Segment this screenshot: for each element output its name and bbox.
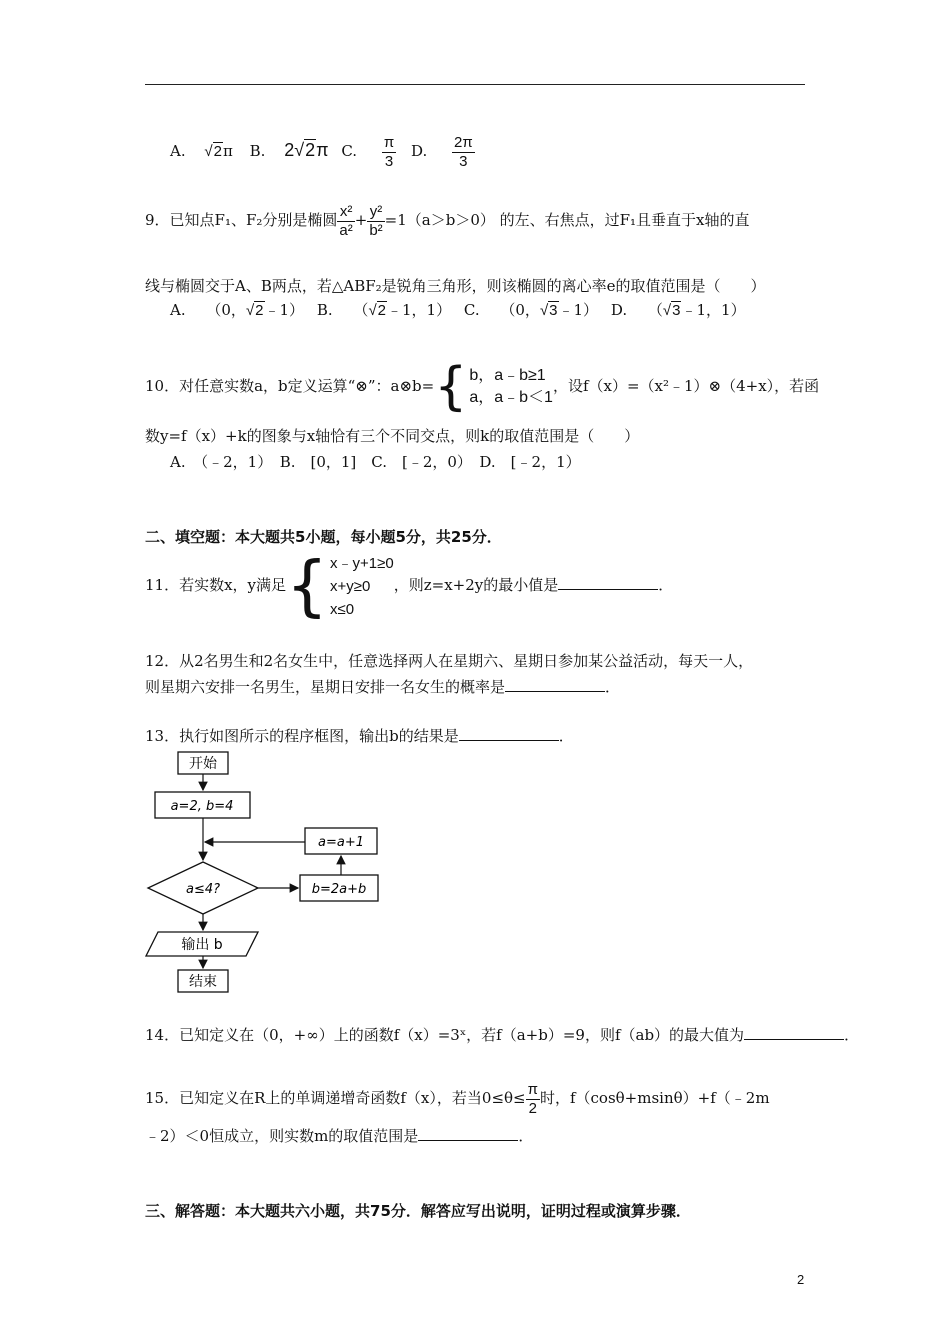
q13-answer-blank[interactable]	[459, 726, 559, 741]
q9-line1: 9．已知点F₁、F₂分别是椭圆 $\frac{\text{x²}}{\text{a²}}$ + $\frac{\text{y²}}{\text{b²}}$ =1（a＞b＞0） 的左、右焦点，过F₁且垂直于x轴的直	[145, 202, 750, 239]
q12-line1: 12．从2名男生和2名女生中，任意选择两人在星期六、星期日参加某公益活动，每天一人，	[145, 652, 754, 670]
section-2-heading: 二、填空题：本大题共5小题，每小题5分，共25分．	[145, 528, 502, 546]
flow-condition-text: a≤4?	[185, 882, 221, 897]
q8-option-c-label: C.	[341, 142, 358, 160]
q8-option-d-label: D.	[410, 142, 428, 160]
q10-line1: 10．对任意实数a，b定义运算“⊗”：a⊗b= { b，a﹣b≥1 a，a﹣b＜1 ，设f（x）=（x²﹣1）⊗（4+x），若函	[145, 357, 820, 417]
q8-option-b-sqrt: 2√2π	[284, 140, 329, 160]
q15-answer-blank[interactable]	[418, 1126, 518, 1141]
page-number: 2	[797, 1272, 805, 1287]
q12-answer-blank[interactable]	[505, 677, 605, 692]
q8-option-a-sqrt: √2	[204, 143, 222, 160]
q8-options	[170, 128, 475, 174]
q8-option-c-frac: $\frac{\pi}{3}$	[383, 133, 395, 170]
flow-init-text: a=2, b=4	[170, 799, 234, 814]
flow-output-text: 输出 b	[181, 937, 223, 953]
q12-line2: 则星期六安排一名男生，星期日安排一名女生的概率是 ．	[145, 678, 621, 696]
q13-flowchart	[140, 748, 390, 998]
q8-option-a-suffix: π	[222, 142, 233, 160]
q8-option-b-label: B.	[249, 142, 266, 160]
flow-update-a-text: a=a+1	[318, 835, 364, 850]
q14: 14．已知定义在（0，+∞）上的函数f（x）=3ˣ，若f（a+b）=9，则f（ab）的最大值为 ．	[145, 1026, 860, 1044]
flow-start-text: 开始	[189, 756, 217, 772]
q15-frac: $\frac{\pi}{2}$	[527, 1080, 538, 1117]
q10-line2: 数y=f（x）+k的图象与x轴恰有三个不同交点，则k的取值范围是（ ）	[145, 427, 640, 445]
q11-constraints: { x﹣y+1≥0 x+y≥0 x≤0	[286, 547, 394, 624]
section-3-heading: 三、解答题：本大题共六小题，共75分．解答应写出说明，证明过程或演算步骤．	[145, 1202, 691, 1220]
q9-frac-x: $\frac{\text{x²}}{\text{a²}}$	[339, 202, 353, 239]
q9-options: A. （0，√2﹣1） B. （√2﹣1，1） C. （0，√3﹣1） D. （√3﹣1，1）	[170, 301, 746, 319]
q11-answer-blank[interactable]	[558, 575, 658, 590]
q15-line1: 15．已知定义在R上的单调递增奇函数f（x），若当0≤θ≤ $\frac{\pi}{2}$ 时，f（cosθ+msinθ）+f（﹣2m	[145, 1080, 770, 1117]
q14-answer-blank[interactable]	[744, 1025, 844, 1040]
q15-line2: ﹣2）＜0恒成立，则实数m的取值范围是 ．	[145, 1127, 534, 1145]
q8-option-a-label: A.	[170, 142, 186, 160]
q13: 13．执行如图所示的程序框图，输出b的结果是 ．	[145, 727, 574, 745]
flow-end-text: 结束	[189, 974, 217, 990]
q9-line2: 线与椭圆交于A、B两点，若△ABF₂是锐角三角形，则该椭圆的离心率e的取值范围是（ ）	[145, 277, 766, 295]
q10-piecewise: { b，a﹣b≥1 a，a﹣b＜1	[434, 357, 553, 417]
q11: 11．若实数x，y满足 { x﹣y+1≥0 x+y≥0 x≤0 ，则z=x+2y的最小值是 ．	[145, 547, 674, 624]
q9-frac-y: $\frac{\text{y²}}{\text{b²}}$	[369, 202, 383, 239]
q8-option-d-frac: $\frac{2\pi}{3}$	[454, 133, 473, 170]
flow-update-b-text: b=2a+b	[311, 882, 367, 897]
q10-options: A. （﹣2，1） B. [0，1] C. [﹣2，0） D. [﹣2，1）	[170, 453, 581, 471]
header-rule	[145, 84, 805, 85]
